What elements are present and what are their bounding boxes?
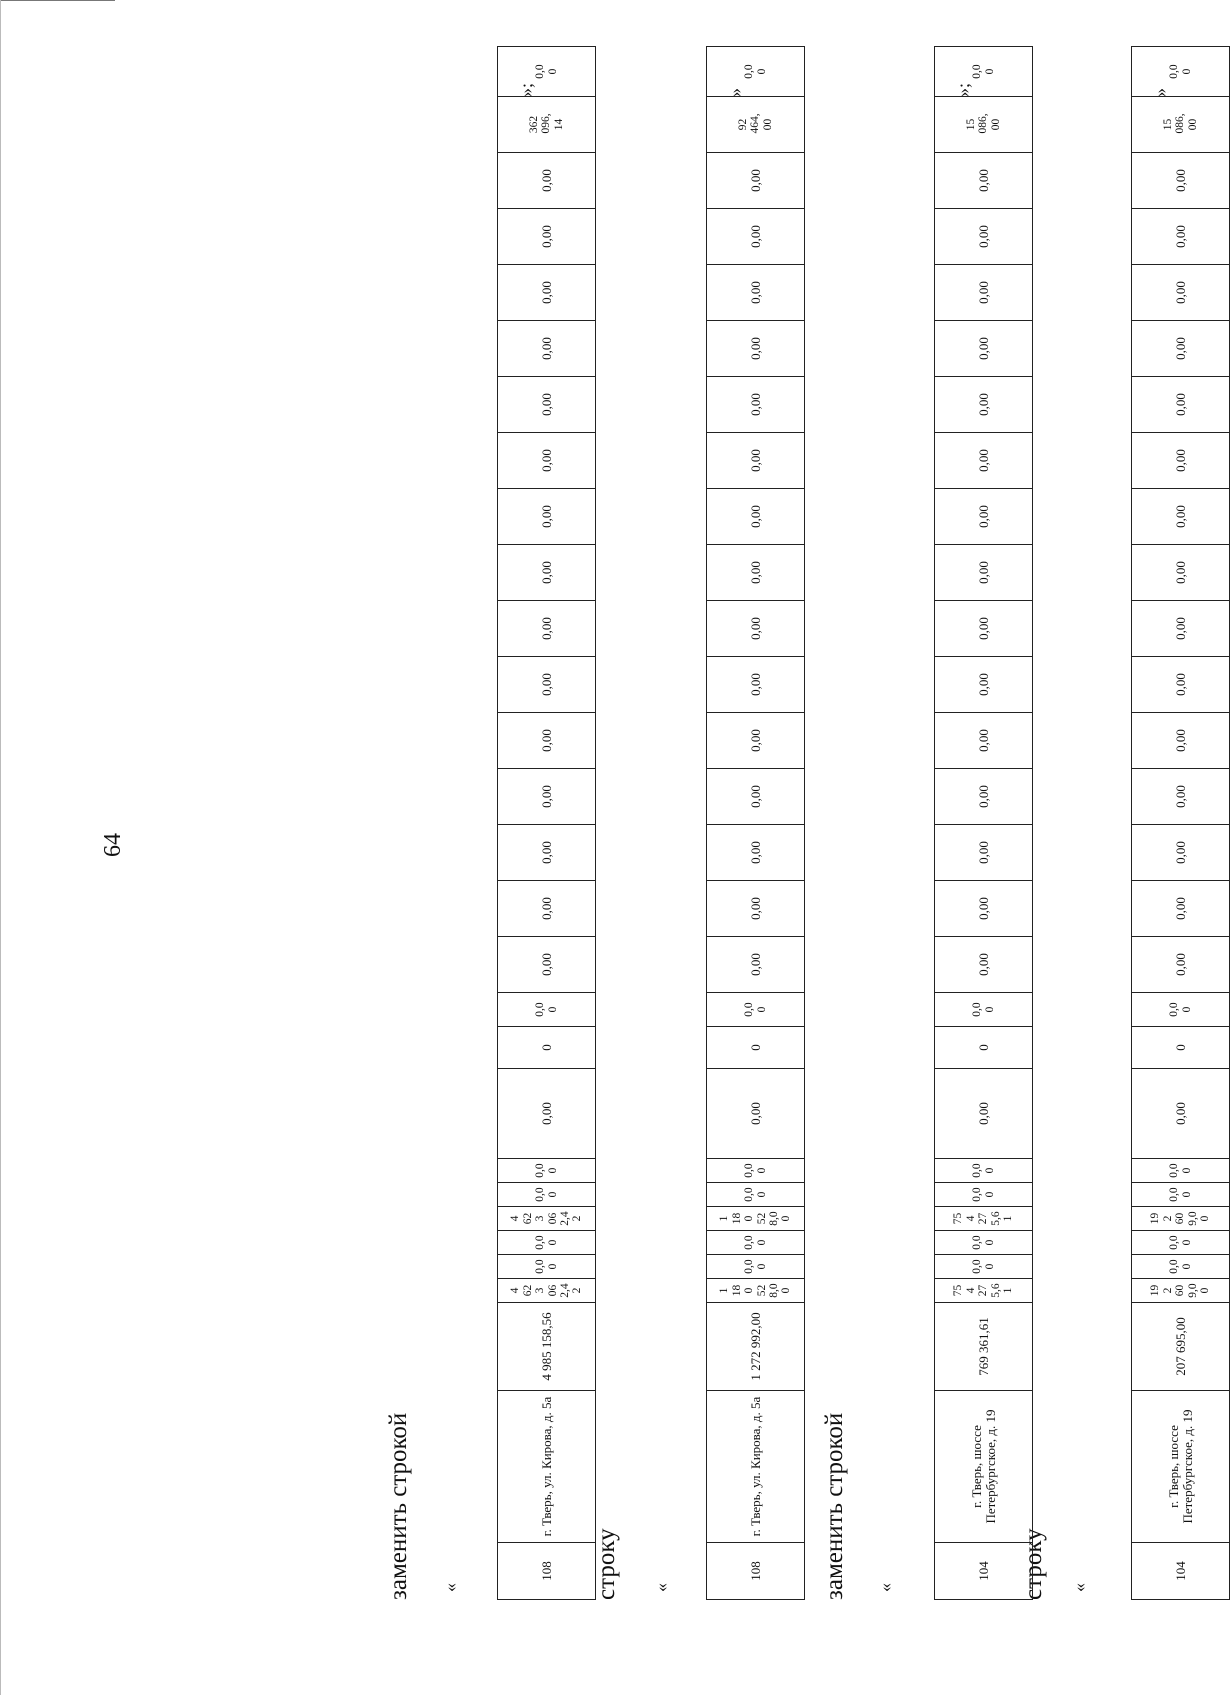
- zero-value-cell-text: 0,00: [975, 617, 991, 640]
- zero-value-cell: [498, 433, 596, 489]
- row-number-cell: [935, 1543, 1033, 1600]
- zero-value-cell-text: 0,00: [975, 897, 991, 920]
- value-cell-text: 0: [1172, 1044, 1188, 1051]
- zero-value-cell-text: 0,00: [747, 841, 763, 864]
- value-cell: [935, 1027, 1033, 1069]
- zero-value-cell-text: 0,00: [1172, 169, 1188, 192]
- row-number-cell: [498, 1543, 596, 1600]
- zero-value-cell: [935, 881, 1033, 937]
- zero-value-cell-text: 0,00: [747, 393, 763, 416]
- zero-value-cell-text: 0,00: [538, 505, 554, 528]
- zero-value-cell-text: 0,00: [975, 225, 991, 248]
- value-cell-text: 0: [747, 1044, 763, 1051]
- zero-value-cell: [498, 545, 596, 601]
- zero-value-cell: [935, 545, 1033, 601]
- value-cell-text: 0,0 0: [971, 1187, 996, 1202]
- zero-value-cell-text: 0,00: [1172, 617, 1188, 640]
- value-cell-text: 0,0 0: [534, 64, 559, 79]
- value-cell: [1132, 1231, 1230, 1255]
- value-cell: [707, 47, 805, 97]
- zero-value-cell: [935, 153, 1033, 209]
- zero-value-cell-text: 0,00: [975, 169, 991, 192]
- zero-value-cell: [1132, 489, 1230, 545]
- zero-value-cell: [498, 265, 596, 321]
- closing-quote: »: [725, 88, 745, 97]
- opening-quote: «: [1069, 1583, 1089, 1592]
- zero-value-cell-text: 0,00: [975, 785, 991, 808]
- zero-value-cell-text: 0,00: [538, 225, 554, 248]
- zero-value-cell: [707, 209, 805, 265]
- zero-value-cell-text: 0,00: [1172, 953, 1188, 976]
- value-cell-text: 0,00: [1172, 1102, 1188, 1125]
- address-cell: [935, 1391, 1033, 1543]
- zero-value-cell: [935, 769, 1033, 825]
- amendment-label: заменить строкой: [385, 1412, 412, 1600]
- zero-value-cell-text: 0,00: [975, 337, 991, 360]
- zero-value-cell: [1132, 601, 1230, 657]
- row-number-cell-text: 104: [975, 1561, 991, 1581]
- zero-value-cell-text: 0,00: [975, 561, 991, 584]
- zero-value-cell: [935, 209, 1033, 265]
- value-cell: [498, 47, 596, 97]
- zero-value-cell: [935, 321, 1033, 377]
- zero-value-cell: [935, 937, 1033, 993]
- zero-value-cell-text: 0,00: [975, 449, 991, 472]
- total-cost-cell: [707, 1303, 805, 1391]
- zero-value-cell: [935, 377, 1033, 433]
- value-cell: [707, 1069, 805, 1159]
- zero-value-cell: [707, 825, 805, 881]
- value-cell-text: 0,0 0: [971, 1235, 996, 1250]
- zero-value-cell: [935, 489, 1033, 545]
- zero-value-cell-text: 0,00: [538, 393, 554, 416]
- zero-value-cell: [707, 321, 805, 377]
- zero-value-cell: [707, 769, 805, 825]
- zero-value-cell-text: 0,00: [538, 169, 554, 192]
- value-cell-text: 1 18 0 52 8,0 0: [718, 1283, 793, 1298]
- value-cell-text: 0,0 0: [743, 1235, 768, 1250]
- zero-value-cell: [707, 153, 805, 209]
- zero-value-cell: [498, 489, 596, 545]
- zero-value-cell-text: 0,00: [538, 281, 554, 304]
- zero-value-cell: [1132, 881, 1230, 937]
- table-row: [706, 46, 805, 1600]
- value-cell: [1132, 1159, 1230, 1183]
- zero-value-cell: [498, 377, 596, 433]
- value-cell-text: 0,0 0: [534, 1187, 559, 1202]
- zero-value-cell-text: 0,00: [975, 393, 991, 416]
- value-cell: [707, 97, 805, 153]
- row-number-cell-text: 108: [747, 1561, 763, 1581]
- value-cell-text: 19 2 60 9,0 0: [1149, 1283, 1212, 1298]
- opening-quote: «: [440, 1583, 460, 1592]
- zero-value-cell: [707, 377, 805, 433]
- table-row: [934, 46, 1033, 1600]
- zero-value-cell: [1132, 825, 1230, 881]
- zero-value-cell-text: 0,00: [747, 169, 763, 192]
- zero-value-cell-text: 0,00: [747, 281, 763, 304]
- zero-value-cell: [1132, 713, 1230, 769]
- zero-value-cell: [498, 825, 596, 881]
- value-cell: [935, 1279, 1033, 1303]
- zero-value-cell: [707, 545, 805, 601]
- zero-value-cell: [498, 601, 596, 657]
- zero-value-cell-text: 0,00: [747, 449, 763, 472]
- value-cell: [1132, 47, 1230, 97]
- zero-value-cell: [707, 937, 805, 993]
- value-cell-text: 0,0 0: [1168, 1187, 1193, 1202]
- value-cell: [935, 1255, 1033, 1279]
- zero-value-cell: [935, 713, 1033, 769]
- zero-value-cell-text: 0,00: [1172, 505, 1188, 528]
- value-cell: [935, 1069, 1033, 1159]
- zero-value-cell-text: 0,00: [747, 729, 763, 752]
- address-cell: [707, 1391, 805, 1543]
- zero-value-cell: [1132, 153, 1230, 209]
- value-cell: [707, 993, 805, 1027]
- zero-value-cell: [707, 657, 805, 713]
- row-number-cell-text: 108: [538, 1561, 554, 1581]
- value-cell: [498, 1069, 596, 1159]
- amendment-label: строку: [1020, 1528, 1047, 1600]
- value-cell-text: 0,00: [747, 1102, 763, 1125]
- value-cell: [498, 1183, 596, 1207]
- zero-value-cell-text: 0,00: [1172, 337, 1188, 360]
- zero-value-cell: [498, 321, 596, 377]
- total-cost-cell-text: 1 272 992,00: [747, 1312, 763, 1381]
- value-cell-text: 0,0 0: [743, 64, 768, 79]
- value-cell-text: 15 086, 00: [964, 113, 1002, 134]
- value-cell: [1132, 993, 1230, 1027]
- zero-value-cell-text: 0,00: [747, 561, 763, 584]
- zero-value-cell: [935, 433, 1033, 489]
- value-cell: [1132, 97, 1230, 153]
- value-cell: [707, 1231, 805, 1255]
- value-cell-text: 0,0 0: [1168, 1163, 1193, 1178]
- value-cell-text: 0,0 0: [534, 1259, 559, 1274]
- zero-value-cell-text: 0,00: [538, 953, 554, 976]
- opening-quote: «: [651, 1583, 671, 1592]
- value-cell-text: 0,0 0: [743, 1187, 768, 1202]
- value-cell-text: 0,0 0: [743, 1163, 768, 1178]
- zero-value-cell-text: 0,00: [1172, 897, 1188, 920]
- value-cell: [498, 1207, 596, 1231]
- value-cell-text: 0,00: [975, 1102, 991, 1125]
- zero-value-cell: [707, 713, 805, 769]
- zero-value-cell-text: 0,00: [1172, 673, 1188, 696]
- zero-value-cell-text: 0,00: [747, 337, 763, 360]
- zero-value-cell-text: 0,00: [747, 785, 763, 808]
- address-cell: [1132, 1391, 1230, 1543]
- zero-value-cell-text: 0,00: [747, 953, 763, 976]
- zero-value-cell: [935, 825, 1033, 881]
- value-cell-text: 0,0 0: [534, 1235, 559, 1250]
- value-cell-text: 0,0 0: [971, 1002, 996, 1017]
- zero-value-cell-text: 0,00: [747, 617, 763, 640]
- total-cost-cell-text: 207 695,00: [1172, 1317, 1188, 1376]
- zero-value-cell: [707, 489, 805, 545]
- value-cell-text: 0: [538, 1044, 554, 1051]
- zero-value-cell: [707, 265, 805, 321]
- zero-value-cell-text: 0,00: [538, 617, 554, 640]
- value-cell-text: 0,0 0: [534, 1163, 559, 1178]
- zero-value-cell-text: 0,00: [747, 225, 763, 248]
- value-cell-text: 0,00: [538, 1102, 554, 1125]
- zero-value-cell: [935, 601, 1033, 657]
- value-cell: [935, 47, 1033, 97]
- value-cell: [1132, 1027, 1230, 1069]
- zero-value-cell-text: 0,00: [975, 953, 991, 976]
- zero-value-cell: [1132, 433, 1230, 489]
- zero-value-cell: [935, 657, 1033, 713]
- value-cell-text: 0: [975, 1044, 991, 1051]
- zero-value-cell-text: 0,00: [747, 897, 763, 920]
- address-cell-text: г. Тверь, ул. Кирова, д. 5а: [538, 1396, 554, 1537]
- zero-value-cell-text: 0,00: [538, 785, 554, 808]
- zero-value-cell-text: 0,00: [975, 673, 991, 696]
- zero-value-cell: [498, 209, 596, 265]
- address-cell-text: г. Тверь, ул. Кирова, д. 5а: [747, 1396, 763, 1537]
- value-cell-text: 15 086, 00: [1161, 113, 1199, 134]
- value-cell: [707, 1255, 805, 1279]
- zero-value-cell-text: 0,00: [538, 897, 554, 920]
- value-cell-text: 75 4 27 5,6 1: [952, 1283, 1015, 1298]
- value-cell-text: 0,0 0: [971, 64, 996, 79]
- value-cell-text: 0,0 0: [743, 1002, 768, 1017]
- row-number-cell: [707, 1543, 805, 1600]
- zero-value-cell-text: 0,00: [538, 729, 554, 752]
- value-cell: [1132, 1069, 1230, 1159]
- page-number: 64: [100, 833, 126, 857]
- total-cost-cell-text: 4 985 158,56: [538, 1312, 554, 1381]
- opening-quote: «: [875, 1583, 895, 1592]
- zero-value-cell: [498, 937, 596, 993]
- value-cell: [498, 1279, 596, 1303]
- zero-value-cell-text: 0,00: [1172, 785, 1188, 808]
- value-cell: [707, 1159, 805, 1183]
- total-cost-cell: [935, 1303, 1033, 1391]
- value-cell-text: 0,0 0: [1168, 1002, 1193, 1017]
- zero-value-cell: [1132, 769, 1230, 825]
- zero-value-cell-text: 0,00: [1172, 729, 1188, 752]
- zero-value-cell: [707, 601, 805, 657]
- value-cell: [707, 1027, 805, 1069]
- zero-value-cell: [935, 265, 1033, 321]
- row-number-cell: [1132, 1543, 1230, 1600]
- zero-value-cell-text: 0,00: [975, 281, 991, 304]
- zero-value-cell: [498, 881, 596, 937]
- zero-value-cell-text: 0,00: [538, 673, 554, 696]
- address-cell: [498, 1391, 596, 1543]
- zero-value-cell: [1132, 265, 1230, 321]
- value-cell-text: 0,0 0: [1168, 1235, 1193, 1250]
- zero-value-cell: [498, 657, 596, 713]
- zero-value-cell-text: 0,00: [538, 561, 554, 584]
- zero-value-cell: [498, 713, 596, 769]
- zero-value-cell: [1132, 657, 1230, 713]
- zero-value-cell-text: 0,00: [538, 841, 554, 864]
- value-cell: [498, 97, 596, 153]
- zero-value-cell: [498, 153, 596, 209]
- value-cell-text: 362 096, 14: [527, 113, 565, 134]
- value-cell: [707, 1279, 805, 1303]
- value-cell-text: 92 464, 00: [736, 113, 774, 134]
- value-cell-text: 75 4 27 5,6 1: [952, 1211, 1015, 1226]
- zero-value-cell-text: 0,00: [538, 337, 554, 360]
- zero-value-cell: [707, 881, 805, 937]
- zero-value-cell-text: 0,00: [975, 841, 991, 864]
- value-cell-text: 0,0 0: [971, 1163, 996, 1178]
- table-row: [1131, 46, 1230, 1600]
- zero-value-cell-text: 0,00: [1172, 281, 1188, 304]
- value-cell: [935, 1231, 1033, 1255]
- value-cell: [935, 97, 1033, 153]
- value-cell: [935, 1159, 1033, 1183]
- zero-value-cell-text: 0,00: [1172, 225, 1188, 248]
- closing-quote: »;: [516, 82, 536, 97]
- zero-value-cell: [707, 433, 805, 489]
- value-cell: [935, 993, 1033, 1027]
- value-cell: [707, 1183, 805, 1207]
- zero-value-cell: [1132, 937, 1230, 993]
- value-cell-text: 4 62 3 06 2,4 2: [509, 1283, 584, 1298]
- value-cell: [498, 993, 596, 1027]
- total-cost-cell-text: 769 361,61: [975, 1317, 991, 1376]
- value-cell: [1132, 1279, 1230, 1303]
- value-cell-text: 0,0 0: [971, 1259, 996, 1274]
- value-cell-text: 0,0 0: [534, 1002, 559, 1017]
- zero-value-cell: [1132, 377, 1230, 433]
- row-number-cell-text: 104: [1172, 1561, 1188, 1581]
- value-cell-text: 1 18 0 52 8,0 0: [718, 1211, 793, 1226]
- value-cell: [498, 1231, 596, 1255]
- total-cost-cell: [1132, 1303, 1230, 1391]
- address-cell-text: г. Тверь, шоссе Петербургское, д. 19: [968, 1409, 998, 1524]
- value-cell: [498, 1027, 596, 1069]
- value-cell-text: 0,0 0: [1168, 64, 1193, 79]
- address-cell-text: г. Тверь, шоссе Петербургское, д. 19: [1165, 1409, 1195, 1524]
- zero-value-cell-text: 0,00: [1172, 561, 1188, 584]
- value-cell: [935, 1207, 1033, 1231]
- total-cost-cell: [498, 1303, 596, 1391]
- zero-value-cell-text: 0,00: [1172, 449, 1188, 472]
- closing-quote: »;: [953, 82, 973, 97]
- closing-quote: »: [1150, 88, 1170, 97]
- value-cell: [707, 1207, 805, 1231]
- value-cell-text: 4 62 3 06 2,4 2: [509, 1211, 584, 1226]
- value-cell-text: 0,0 0: [743, 1259, 768, 1274]
- value-cell: [1132, 1255, 1230, 1279]
- zero-value-cell-text: 0,00: [975, 729, 991, 752]
- value-cell-text: 0,0 0: [1168, 1259, 1193, 1274]
- zero-value-cell-text: 0,00: [747, 673, 763, 696]
- table-row: [497, 46, 596, 1600]
- zero-value-cell: [1132, 209, 1230, 265]
- amendment-label: заменить строкой: [821, 1412, 848, 1600]
- zero-value-cell: [1132, 321, 1230, 377]
- value-cell-text: 19 2 60 9,0 0: [1149, 1211, 1212, 1226]
- value-cell: [498, 1255, 596, 1279]
- zero-value-cell: [1132, 545, 1230, 601]
- zero-value-cell-text: 0,00: [1172, 393, 1188, 416]
- zero-value-cell-text: 0,00: [975, 505, 991, 528]
- amendment-label: строку: [593, 1528, 620, 1600]
- value-cell: [1132, 1183, 1230, 1207]
- zero-value-cell-text: 0,00: [1172, 841, 1188, 864]
- zero-value-cell-text: 0,00: [538, 449, 554, 472]
- zero-value-cell-text: 0,00: [747, 505, 763, 528]
- value-cell: [935, 1183, 1033, 1207]
- zero-value-cell: [498, 769, 596, 825]
- value-cell: [498, 1159, 596, 1183]
- value-cell: [1132, 1207, 1230, 1231]
